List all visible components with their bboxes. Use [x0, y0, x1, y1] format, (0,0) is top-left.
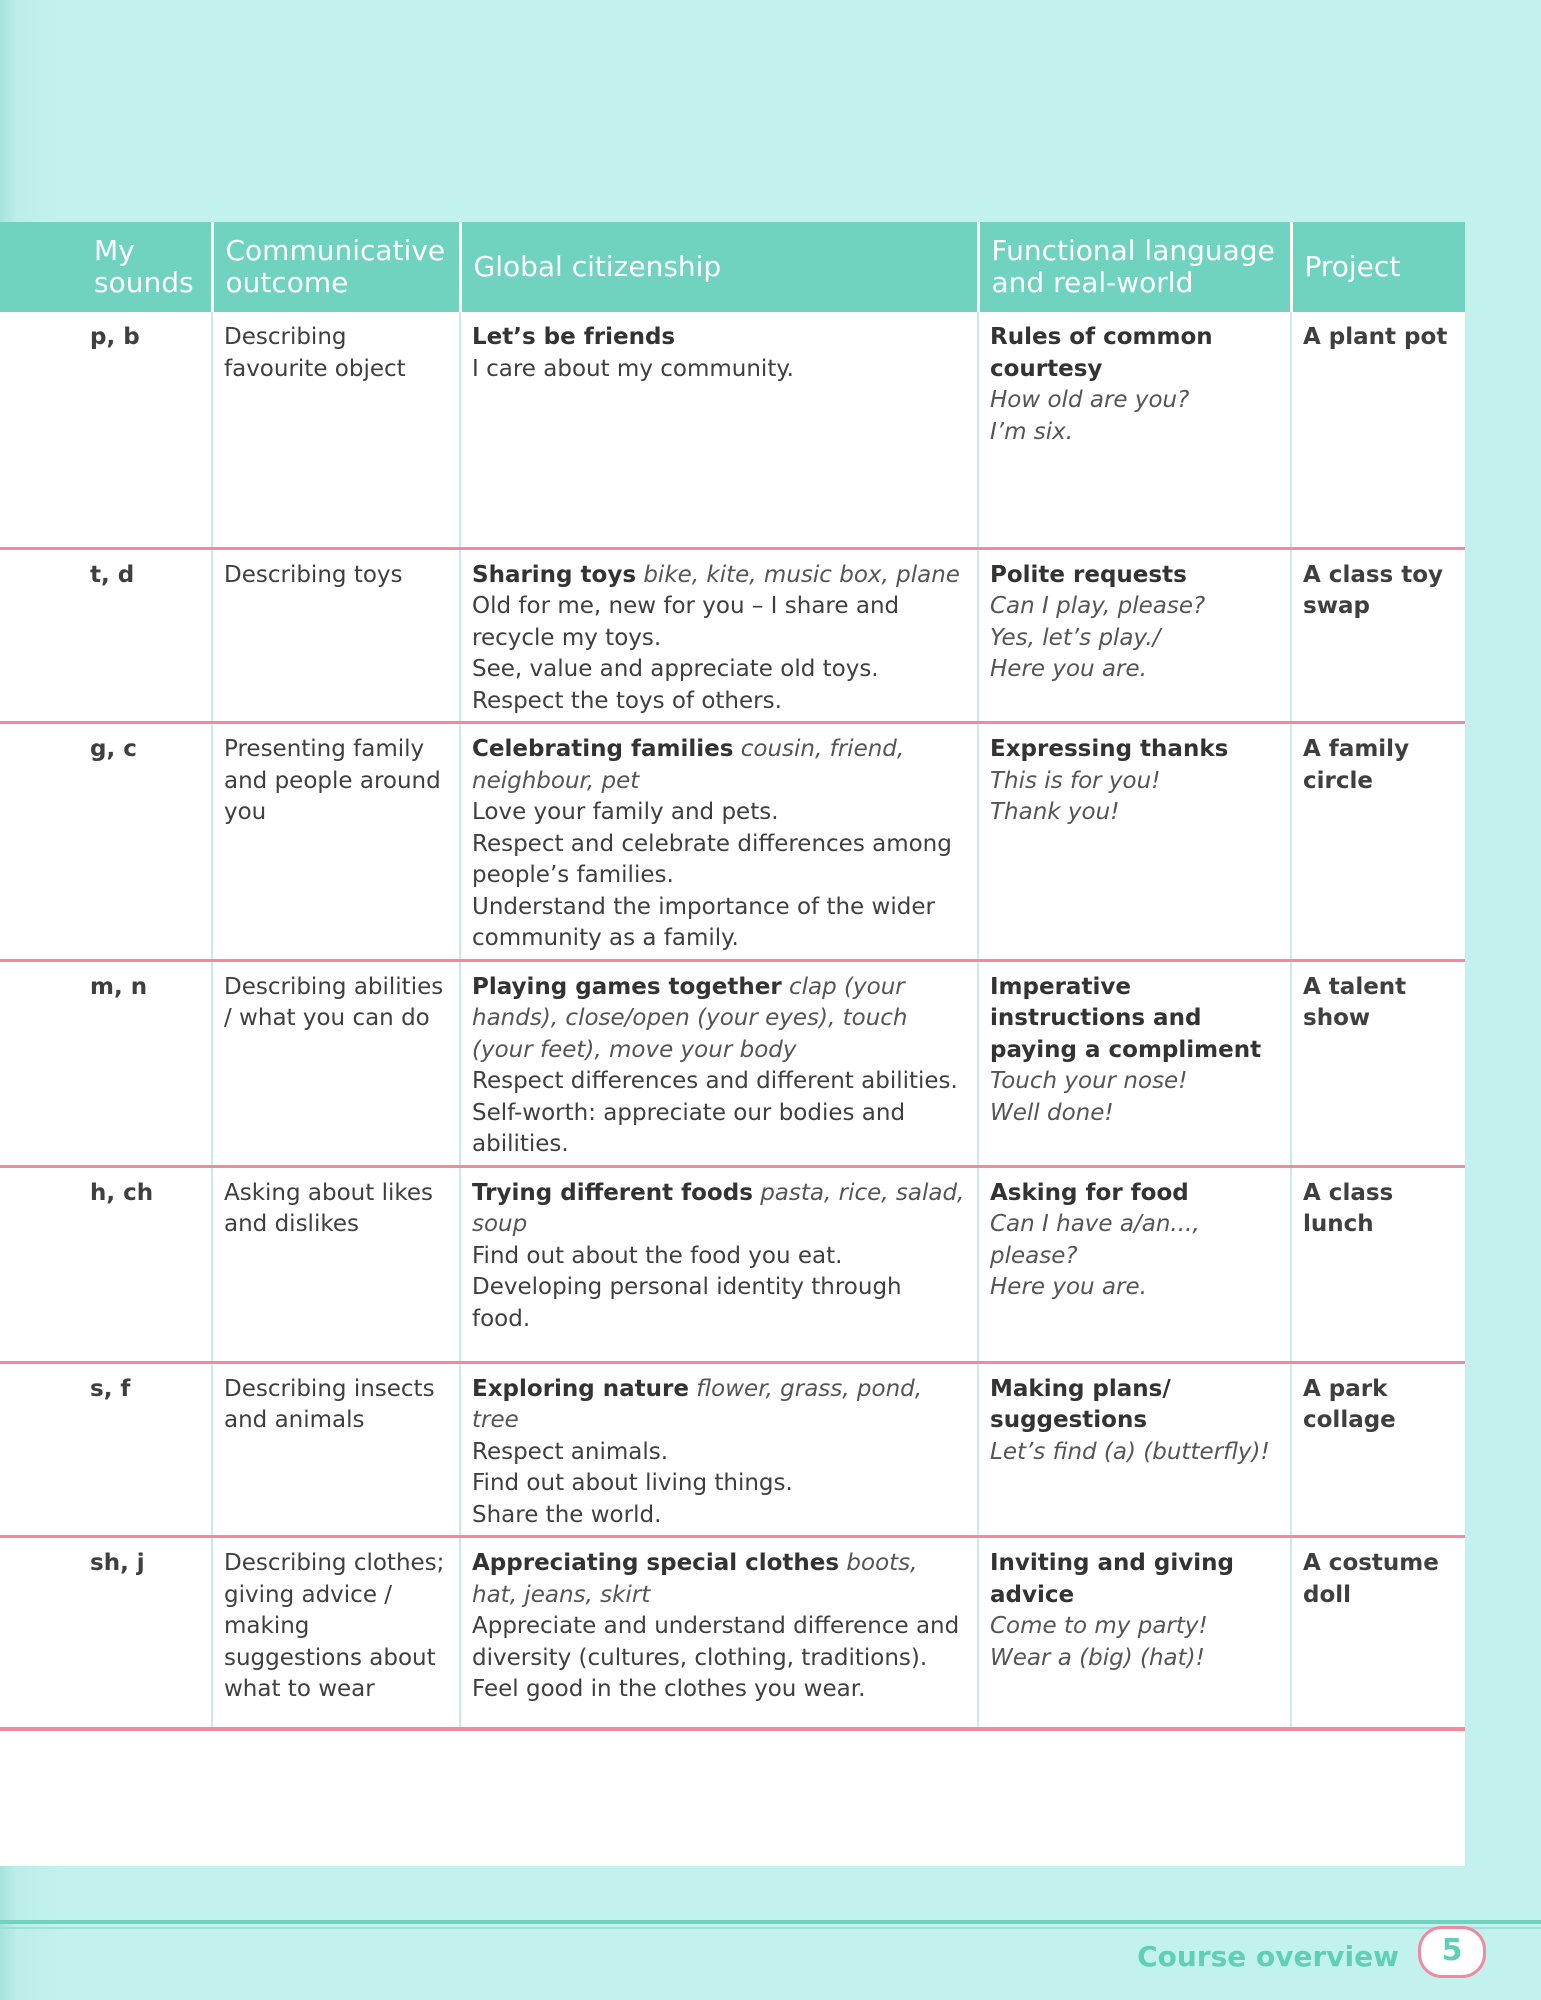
table-header-row: [0, 222, 1465, 312]
global-line: Respect and celebrate differences among people’s families.: [472, 830, 952, 888]
cell-outcome: Describing toys: [212, 548, 460, 723]
global-line: Find out about living things.: [472, 1470, 793, 1496]
cell-sounds: h, ch: [0, 1166, 212, 1362]
cell-sounds: sh, j: [0, 1537, 212, 1729]
cell-global: [460, 1166, 978, 1362]
functional-example: Here you are.: [990, 656, 1147, 682]
header-global-citizenship: Global citizenship: [460, 222, 978, 312]
global-title: Exploring nature: [472, 1375, 689, 1402]
course-overview-table-panel: [0, 222, 1465, 1866]
functional-example: Well done!: [990, 1099, 1114, 1126]
global-title: Appreciating special clothes: [472, 1550, 840, 1576]
global-vocab: bike, kite, music box, plane: [643, 561, 960, 588]
header-communicative-outcome: Communicative outcome: [212, 222, 460, 312]
cell-global: [460, 548, 978, 723]
table-row: [0, 1537, 1465, 1729]
functional-example: Yes, let’s play./: [990, 624, 1161, 651]
functional-example: This is for you!: [990, 767, 1161, 794]
cell-sounds: p, b: [0, 312, 212, 548]
functional-example: Can I have a/an..., please?: [990, 1211, 1200, 1269]
table-row: [0, 1362, 1465, 1537]
functional-title: Making plans/ suggestions: [990, 1375, 1171, 1433]
functional-title: Polite requests: [990, 561, 1187, 588]
table-row: [0, 548, 1465, 723]
cell-outcome: Presenting family and people around you: [212, 723, 460, 961]
functional-title: Inviting and giving advice: [990, 1550, 1234, 1608]
cell-sounds: t, d: [0, 548, 212, 723]
functional-example: Here you are.: [990, 1274, 1147, 1300]
cell-project: A family circle: [1291, 723, 1465, 961]
cell-global: [460, 960, 978, 1166]
global-line: Share the world.: [472, 1501, 662, 1528]
header-functional-language: Functional language and real-world: [978, 222, 1291, 312]
functional-title: Imperative instructions and paying a compliment: [990, 973, 1262, 1063]
cell-global: [460, 1362, 978, 1537]
global-line: Love your family and pets.: [472, 799, 779, 825]
table-body: [0, 312, 1465, 1729]
cell-global: [460, 312, 978, 548]
table-row: [0, 1166, 1465, 1362]
cell-sounds: s, f: [0, 1362, 212, 1537]
cell-outcome: Describing favourite object: [212, 312, 460, 548]
cell-functional: [978, 548, 1291, 723]
cell-functional: [978, 960, 1291, 1166]
cell-functional: [978, 1362, 1291, 1537]
functional-example: How old are you?: [990, 387, 1190, 413]
cell-sounds: g, c: [0, 723, 212, 961]
global-vocab: clap (your hands), close/open (your eyes), touch (your feet), move your body: [472, 973, 908, 1063]
cell-project: A talent show: [1291, 960, 1465, 1166]
cell-functional: [978, 1166, 1291, 1362]
global-title: Let’s be friends: [472, 324, 676, 350]
cell-outcome: Describing insects and animals: [212, 1362, 460, 1537]
functional-title: Rules of common courtesy: [990, 324, 1213, 382]
functional-example: Can I play, please?: [990, 593, 1206, 619]
functional-example: Wear a (big) (hat)!: [990, 1644, 1205, 1671]
cell-functional: [978, 723, 1291, 961]
functional-example: Come to my party!: [990, 1613, 1208, 1639]
course-overview-table: [0, 222, 1465, 1730]
cell-outcome: Describing abilities / what you can do: [212, 960, 460, 1166]
header-project: Project: [1291, 222, 1465, 312]
global-vocab: boots, hat, jeans, skirt: [472, 1550, 918, 1608]
footer-rule: [0, 1920, 1541, 1924]
global-line: Respect differences and different abilities.: [472, 1068, 958, 1094]
page-number: 5: [1418, 1926, 1486, 1978]
global-line: Find out about the food you eat.: [472, 1242, 843, 1269]
functional-title: Asking for food: [990, 1179, 1189, 1206]
functional-title: Expressing thanks: [990, 736, 1229, 762]
cell-functional: [978, 1537, 1291, 1729]
blank-row-divider: [0, 1728, 1465, 1731]
global-line: Respect animals.: [472, 1438, 669, 1465]
cell-project: A costume doll: [1291, 1537, 1465, 1729]
global-vocab: flower, grass, pond, tree: [472, 1375, 923, 1433]
header-my-sounds: My sounds: [0, 222, 212, 312]
global-line: Self-worth: appreciate our bodies and abilities.: [472, 1099, 906, 1157]
cell-project: A park collage: [1291, 1362, 1465, 1537]
cell-functional: [978, 312, 1291, 548]
footer-rule-secondary: [0, 1927, 1541, 1929]
table-row: [0, 960, 1465, 1166]
global-line: Appreciate and understand difference and diversity (cultures, clothing, traditions).: [472, 1613, 960, 1671]
cell-global: [460, 1537, 978, 1729]
global-line: Respect the toys of others.: [472, 687, 782, 714]
global-line: I care about my community.: [472, 355, 794, 382]
functional-example: Touch your nose!: [990, 1068, 1188, 1094]
footer-section-label: Course overview: [1137, 1940, 1399, 1973]
cell-sounds: m, n: [0, 960, 212, 1166]
global-title: Trying different foods: [472, 1179, 753, 1206]
cell-project: A class lunch: [1291, 1166, 1465, 1362]
functional-example: I’m six.: [990, 418, 1074, 445]
global-line: Understand the importance of the wider community as a family.: [472, 893, 935, 951]
cell-project: A plant pot: [1291, 312, 1465, 548]
global-vocab: pasta, rice, salad, soup: [472, 1179, 965, 1237]
global-title: Playing games together: [472, 973, 782, 1000]
global-line: Feel good in the clothes you wear.: [472, 1676, 866, 1702]
cell-project: A class toy swap: [1291, 548, 1465, 723]
cell-outcome: Asking about likes and dislikes: [212, 1166, 460, 1362]
functional-example: Let’s find (a) (butterfly)!: [990, 1438, 1270, 1465]
table-row: [0, 312, 1465, 548]
cell-outcome: Describing clothes; giving advice / making suggestions about what to wear: [212, 1537, 460, 1729]
table-row: [0, 723, 1465, 961]
global-line: Developing personal identity through food.: [472, 1274, 902, 1332]
global-line: Old for me, new for you – I share and recycle my toys.: [472, 593, 900, 651]
global-title: Sharing toys: [472, 561, 637, 588]
global-title: Celebrating families: [472, 736, 734, 762]
global-line: See, value and appreciate old toys.: [472, 656, 879, 682]
cell-global: [460, 723, 978, 961]
global-vocab: cousin, friend, neighbour, pet: [472, 736, 905, 794]
functional-example: Thank you!: [990, 799, 1120, 825]
